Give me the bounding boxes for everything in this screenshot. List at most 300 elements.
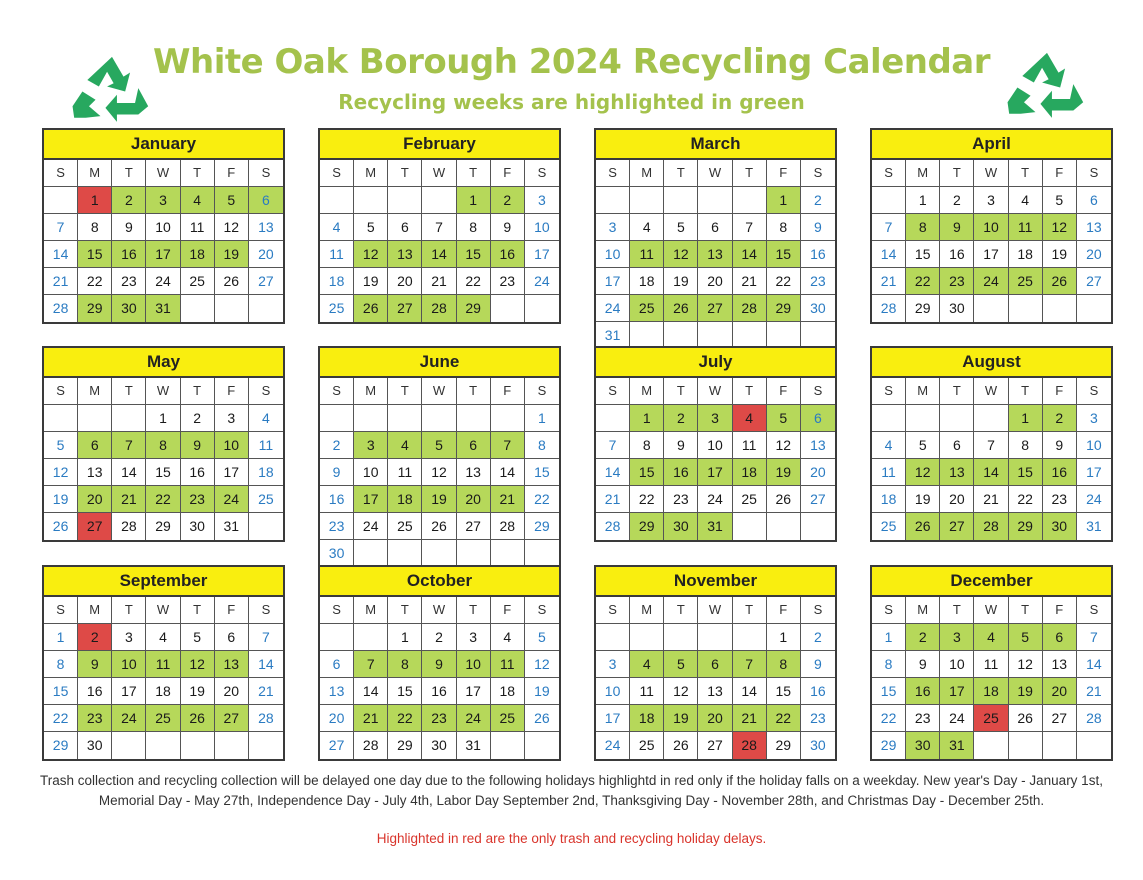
day-cell: 15 (44, 678, 78, 705)
day-cell: 14 (1077, 651, 1111, 678)
recycling-day-cell: 25 (630, 295, 664, 322)
empty-cell (320, 187, 354, 214)
recycling-day-cell: 9 (422, 651, 456, 678)
empty-cell (596, 187, 630, 214)
weekday-header: M (630, 597, 664, 624)
day-cell: 4 (630, 214, 664, 241)
recycling-day-cell: 3 (698, 405, 732, 432)
recycling-day-cell: 19 (664, 705, 698, 732)
day-cell: 28 (249, 705, 283, 732)
day-cell: 23 (801, 268, 835, 295)
day-cell: 23 (664, 486, 698, 513)
weekday-header: S (320, 597, 354, 624)
day-cell: 29 (388, 732, 422, 759)
day-cell: 24 (1077, 486, 1111, 513)
recycling-day-cell: 16 (491, 241, 525, 268)
recycling-day-cell: 12 (664, 241, 698, 268)
month-days-grid (872, 378, 1111, 540)
recycling-day-cell: 24 (215, 486, 249, 513)
day-cell: 27 (249, 268, 283, 295)
weekday-header: T (112, 597, 146, 624)
recycling-day-cell: 7 (112, 432, 146, 459)
weekday-header: T (388, 378, 422, 405)
month-title: August (872, 348, 1111, 378)
month-days-grid (596, 378, 835, 540)
day-cell: 3 (112, 624, 146, 651)
day-cell: 30 (78, 732, 112, 759)
day-cell: 17 (596, 705, 630, 732)
recycling-day-cell: 3 (940, 624, 974, 651)
empty-cell (354, 624, 388, 651)
empty-cell (1009, 295, 1043, 322)
recycling-day-cell: 12 (906, 459, 940, 486)
empty-cell (596, 624, 630, 651)
weekday-header: S (1077, 597, 1111, 624)
recycling-day-cell: 26 (1043, 268, 1077, 295)
recycling-day-cell: 21 (112, 486, 146, 513)
weekday-header: F (215, 160, 249, 187)
recycling-day-cell: 28 (422, 295, 456, 322)
day-cell: 1 (146, 405, 180, 432)
empty-cell (388, 405, 422, 432)
day-cell: 25 (320, 295, 354, 322)
weekday-header: S (249, 597, 283, 624)
day-cell: 17 (1077, 459, 1111, 486)
day-cell: 4 (320, 214, 354, 241)
recycling-day-cell: 2 (491, 187, 525, 214)
day-cell: 19 (1043, 241, 1077, 268)
recycling-day-cell: 11 (491, 651, 525, 678)
day-cell: 20 (249, 241, 283, 268)
weekday-header: S (801, 160, 835, 187)
day-cell: 13 (698, 678, 732, 705)
day-cell: 21 (974, 486, 1008, 513)
weekday-header: M (354, 378, 388, 405)
holiday-day-cell: 2 (78, 624, 112, 651)
day-cell: 25 (630, 732, 664, 759)
day-cell: 18 (491, 678, 525, 705)
weekday-header: S (44, 378, 78, 405)
day-cell: 20 (320, 705, 354, 732)
day-cell: 24 (354, 513, 388, 540)
day-cell: 31 (457, 732, 491, 759)
recycling-day-cell: 3 (354, 432, 388, 459)
weekday-header: S (44, 160, 78, 187)
day-cell: 2 (801, 187, 835, 214)
day-cell: 21 (44, 268, 78, 295)
day-cell: 11 (320, 241, 354, 268)
weekday-header: M (78, 378, 112, 405)
recycling-day-cell: 18 (630, 705, 664, 732)
day-cell: 16 (801, 241, 835, 268)
day-cell: 1 (388, 624, 422, 651)
recycling-day-cell: 20 (78, 486, 112, 513)
day-cell: 26 (664, 732, 698, 759)
recycling-day-cell: 27 (388, 295, 422, 322)
day-cell: 1 (906, 187, 940, 214)
day-cell: 10 (596, 241, 630, 268)
weekday-header: M (354, 160, 388, 187)
day-cell: 30 (940, 295, 974, 322)
day-cell: 11 (733, 432, 767, 459)
empty-cell (733, 187, 767, 214)
empty-cell (1077, 732, 1111, 759)
recycling-day-cell: 26 (354, 295, 388, 322)
recycling-day-cell: 11 (630, 241, 664, 268)
weekday-header: S (596, 597, 630, 624)
day-cell: 9 (906, 651, 940, 678)
recycling-day-cell: 5 (215, 187, 249, 214)
weekday-header: S (872, 378, 906, 405)
empty-cell (974, 295, 1008, 322)
month-days-grid (872, 597, 1111, 759)
recycling-day-cell: 16 (664, 459, 698, 486)
recycling-day-cell: 19 (767, 459, 801, 486)
empty-cell (767, 513, 801, 540)
day-cell: 11 (181, 214, 215, 241)
day-cell: 4 (872, 432, 906, 459)
empty-cell (733, 624, 767, 651)
day-cell: 16 (801, 678, 835, 705)
weekday-header: F (767, 597, 801, 624)
day-cell: 9 (801, 214, 835, 241)
weekday-header: T (457, 378, 491, 405)
day-cell: 25 (872, 513, 906, 540)
empty-cell (974, 405, 1008, 432)
recycling-day-cell: 17 (940, 678, 974, 705)
recycling-day-cell: 26 (664, 295, 698, 322)
day-cell: 21 (1077, 678, 1111, 705)
month-days-grid (44, 597, 283, 759)
empty-cell (664, 187, 698, 214)
empty-cell (320, 405, 354, 432)
weekday-header: T (181, 597, 215, 624)
day-cell: 16 (181, 459, 215, 486)
recycling-day-cell: 24 (112, 705, 146, 732)
recycling-day-cell: 1 (1009, 405, 1043, 432)
recycling-day-cell: 9 (940, 214, 974, 241)
weekday-header: T (940, 160, 974, 187)
recycling-day-cell: 30 (1043, 513, 1077, 540)
weekday-header: S (1077, 378, 1111, 405)
day-cell: 13 (457, 459, 491, 486)
recycling-day-cell: 16 (906, 678, 940, 705)
day-cell: 7 (422, 214, 456, 241)
recycling-day-cell: 30 (112, 295, 146, 322)
day-cell: 10 (1077, 432, 1111, 459)
day-cell: 28 (1077, 705, 1111, 732)
recycling-day-cell: 7 (491, 432, 525, 459)
empty-cell (872, 187, 906, 214)
recycling-day-cell: 11 (146, 651, 180, 678)
recycling-day-cell: 7 (733, 651, 767, 678)
month-title: May (44, 348, 283, 378)
day-cell: 20 (698, 268, 732, 295)
weekday-header: W (146, 597, 180, 624)
weekday-header: T (388, 597, 422, 624)
day-cell: 16 (78, 678, 112, 705)
month-days-grid (596, 597, 835, 759)
day-cell: 10 (354, 459, 388, 486)
month-july (594, 346, 837, 542)
day-cell: 21 (733, 268, 767, 295)
recycling-day-cell: 10 (112, 651, 146, 678)
holiday-day-cell: 1 (78, 187, 112, 214)
day-cell: 15 (388, 678, 422, 705)
recycling-day-cell: 19 (422, 486, 456, 513)
day-cell: 21 (872, 268, 906, 295)
day-cell: 6 (940, 432, 974, 459)
recycling-day-cell: 24 (974, 268, 1008, 295)
weekday-header: T (664, 160, 698, 187)
day-cell: 26 (767, 486, 801, 513)
day-cell: 2 (801, 624, 835, 651)
weekday-header: W (698, 378, 732, 405)
recycling-day-cell: 29 (767, 295, 801, 322)
weekday-header: T (1009, 378, 1043, 405)
recycling-day-cell: 27 (215, 705, 249, 732)
day-cell: 30 (810, 737, 826, 753)
weekday-header: W (422, 378, 456, 405)
day-cell: 18 (1009, 241, 1043, 268)
month-february (318, 128, 561, 324)
day-cell: 8 (457, 214, 491, 241)
weekday-header: S (249, 378, 283, 405)
day-cell: 12 (1009, 651, 1043, 678)
day-cell: 12 (767, 432, 801, 459)
recycling-day-cell: 23 (940, 268, 974, 295)
weekday-header: M (354, 597, 388, 624)
recycling-day-cell: 14 (422, 241, 456, 268)
weekday-header: T (1009, 597, 1043, 624)
recycling-day-cell: 15 (630, 459, 664, 486)
day-cell: 18 (249, 459, 283, 486)
day-cell: 23 (320, 513, 354, 540)
day-cell: 28 (491, 513, 525, 540)
day-cell: 19 (354, 268, 388, 295)
recycling-day-cell: 6 (1043, 624, 1077, 651)
recycling-day-cell: 22 (906, 268, 940, 295)
recycling-day-cell: 15 (767, 241, 801, 268)
day-cell: 18 (320, 268, 354, 295)
recycling-day-cell: 17 (698, 459, 732, 486)
empty-cell (491, 540, 525, 567)
empty-cell (974, 732, 1008, 759)
recycling-day-cell: 18 (388, 486, 422, 513)
day-cell: 18 (872, 486, 906, 513)
day-cell: 26 (1009, 705, 1043, 732)
day-cell: 29 (906, 295, 940, 322)
recycling-day-cell: 12 (181, 651, 215, 678)
empty-cell (249, 295, 283, 322)
recycling-day-cell: 8 (388, 651, 422, 678)
weekday-header: S (872, 597, 906, 624)
day-cell: 13 (1077, 214, 1111, 241)
day-cell: 10 (698, 432, 732, 459)
day-cell: 20 (1077, 241, 1111, 268)
empty-cell (664, 624, 698, 651)
day-cell: 3 (1077, 405, 1111, 432)
day-cell: 17 (596, 268, 630, 295)
day-cell: 20 (940, 486, 974, 513)
month-title: March (596, 130, 835, 160)
weekday-header: T (940, 378, 974, 405)
day-cell: 27 (1077, 268, 1111, 295)
day-cell: 3 (596, 651, 630, 678)
weekday-header: F (767, 378, 801, 405)
recycling-day-cell: 25 (1009, 268, 1043, 295)
holiday-note: Trash collection and recycling collection will be delayed one day due to the following holidays highlightd in red only if the holiday falls on a weekday. New year's Day - January 1st, Memorial Day - May 27th, Independence Day - July 4th, Labor Day September 2nd, Thanksgiving Day - November 28th, and Christmas Day - December 25th. (40, 773, 1103, 808)
recycling-day-cell: 21 (733, 705, 767, 732)
day-cell: 7 (872, 214, 906, 241)
recycling-day-cell: 7 (354, 651, 388, 678)
recycling-day-cell: 16 (112, 241, 146, 268)
empty-cell (733, 322, 767, 349)
weekday-header: S (525, 378, 559, 405)
empty-cell (112, 732, 146, 759)
empty-cell (698, 624, 732, 651)
day-cell: 6 (215, 624, 249, 651)
weekday-header: S (320, 160, 354, 187)
empty-cell (630, 187, 664, 214)
month-title: July (596, 348, 835, 378)
empty-cell (44, 187, 78, 214)
empty-cell (872, 405, 906, 432)
day-cell: 2 (422, 624, 456, 651)
day-cell: 6 (1077, 187, 1111, 214)
day-cell: 14 (44, 241, 78, 268)
empty-cell (767, 322, 801, 349)
recycling-day-cell: 13 (215, 651, 249, 678)
month-days-grid (320, 597, 559, 759)
day-cell: 25 (181, 268, 215, 295)
day-cell: 10 (525, 214, 559, 241)
day-cell: 23 (801, 705, 835, 732)
recycling-day-cell: 2 (112, 187, 146, 214)
day-cell: 19 (44, 486, 78, 513)
empty-cell (422, 405, 456, 432)
day-cell: 29 (44, 732, 78, 759)
recycling-day-cell: 29 (630, 513, 664, 540)
day-cell: 13 (1043, 651, 1077, 678)
day-cell: 23 (491, 268, 525, 295)
day-cell: 22 (1009, 486, 1043, 513)
month-title: January (44, 130, 283, 160)
empty-cell (354, 187, 388, 214)
day-cell: 9 (664, 432, 698, 459)
recycling-day-cell: 15 (78, 241, 112, 268)
month-april (870, 128, 1113, 324)
day-cell: 19 (525, 678, 559, 705)
weekday-header: M (630, 378, 664, 405)
recycling-day-cell: 28 (974, 513, 1008, 540)
recycling-day-cell: 6 (78, 432, 112, 459)
holiday-day-cell: 28 (733, 732, 767, 759)
day-cell: 22 (525, 486, 559, 513)
day-cell: 25 (249, 486, 283, 513)
recycling-day-cell: 12 (1043, 214, 1077, 241)
recycling-day-cell: 27 (940, 513, 974, 540)
weekday-header: F (767, 160, 801, 187)
recycling-day-cell: 31 (698, 513, 732, 540)
recycling-day-cell: 20 (457, 486, 491, 513)
empty-cell (388, 187, 422, 214)
day-cell: 21 (422, 268, 456, 295)
weekday-header: S (525, 597, 559, 624)
recycling-day-cell: 23 (78, 705, 112, 732)
empty-cell (78, 405, 112, 432)
empty-cell (801, 322, 835, 349)
weekday-header: M (78, 160, 112, 187)
day-cell: 16 (320, 486, 354, 513)
month-march (594, 128, 837, 351)
recycling-day-cell: 2 (1043, 405, 1077, 432)
weekday-header: W (698, 160, 732, 187)
day-cell: 25 (388, 513, 422, 540)
recycling-day-cell: 5 (767, 405, 801, 432)
month-days-grid (320, 160, 559, 322)
day-cell: 10 (146, 214, 180, 241)
weekday-header: F (215, 378, 249, 405)
day-cell: 28 (44, 295, 78, 322)
empty-cell (698, 322, 732, 349)
empty-cell (457, 405, 491, 432)
weekday-header: T (112, 378, 146, 405)
day-cell: 1 (872, 624, 906, 651)
day-cell: 23 (112, 268, 146, 295)
weekday-header: W (146, 160, 180, 187)
empty-cell (215, 732, 249, 759)
day-cell: 22 (78, 268, 112, 295)
day-cell: 14 (249, 651, 283, 678)
day-cell: 30 (801, 295, 835, 322)
empty-cell (733, 513, 767, 540)
weekday-header: F (1043, 597, 1077, 624)
day-cell: 6 (388, 214, 422, 241)
day-cell: 24 (146, 268, 180, 295)
day-cell: 26 (215, 268, 249, 295)
empty-cell (525, 732, 559, 759)
weekday-header: M (906, 597, 940, 624)
day-cell: 28 (354, 732, 388, 759)
day-cell: 3 (215, 405, 249, 432)
day-cell: 9 (112, 214, 146, 241)
weekday-header: F (491, 160, 525, 187)
recycling-day-cell: 6 (249, 187, 283, 214)
empty-cell (215, 295, 249, 322)
day-cell: 8 (767, 214, 801, 241)
weekday-header: S (320, 378, 354, 405)
weekday-header: S (801, 378, 835, 405)
recycling-day-cell: 27 (698, 295, 732, 322)
day-cell: 15 (767, 678, 801, 705)
recycling-day-cell: 17 (146, 241, 180, 268)
recycling-day-cell: 6 (457, 432, 491, 459)
recycling-day-cell: 16 (1043, 459, 1077, 486)
recycling-day-cell: 21 (354, 705, 388, 732)
day-cell: 8 (78, 214, 112, 241)
weekday-header: T (457, 160, 491, 187)
month-title: April (872, 130, 1111, 160)
day-cell: 28 (112, 513, 146, 540)
weekday-header: F (215, 597, 249, 624)
day-cell: 30 (320, 540, 354, 567)
day-cell: 18 (630, 268, 664, 295)
recycling-day-cell: 12 (354, 241, 388, 268)
day-cell: 5 (1043, 187, 1077, 214)
weekday-header: W (974, 160, 1008, 187)
weekday-header: T (733, 597, 767, 624)
